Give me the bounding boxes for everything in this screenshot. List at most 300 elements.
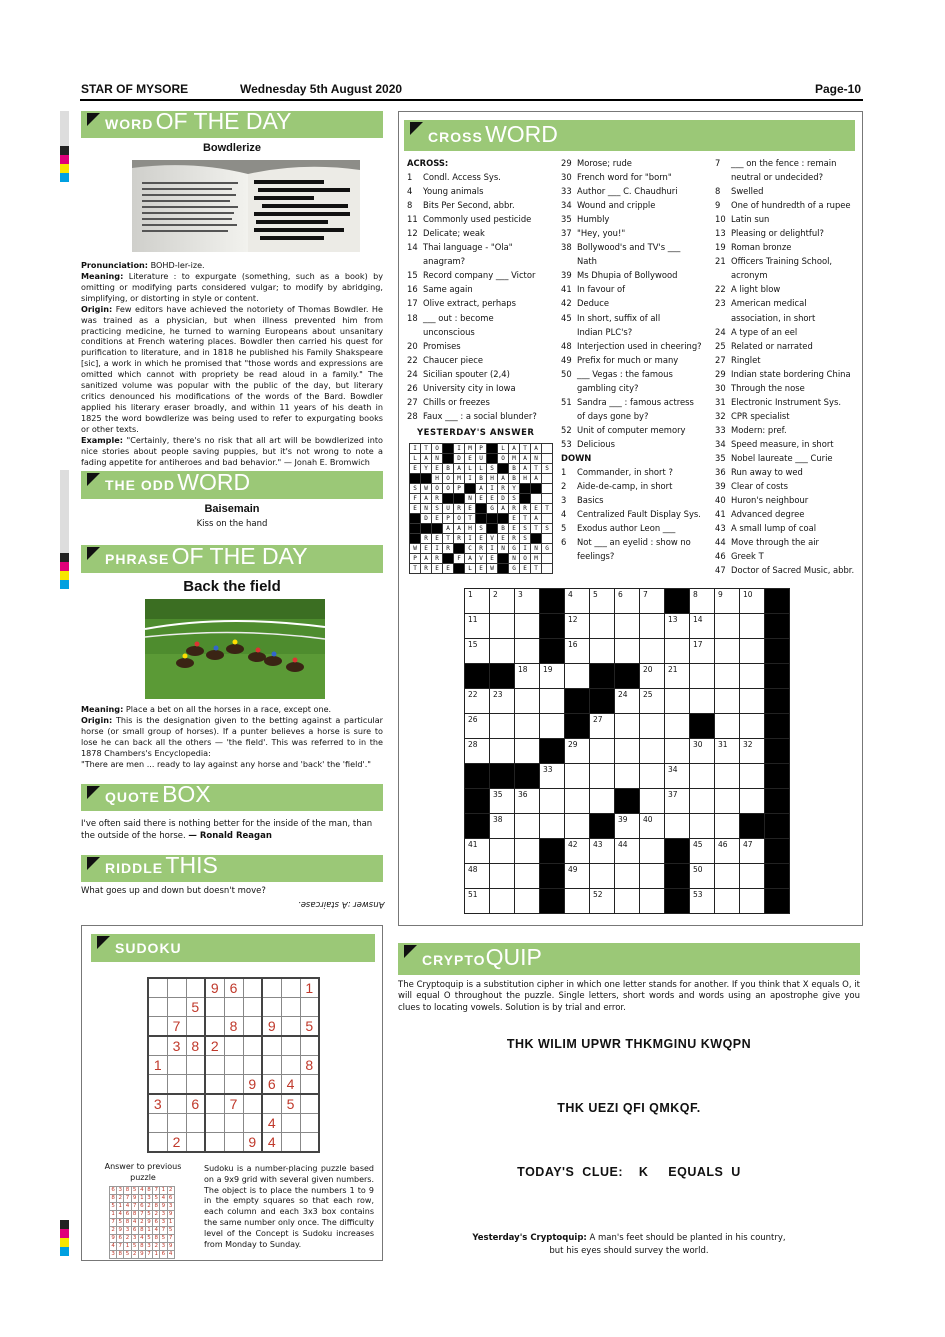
clue: Nath bbox=[577, 256, 597, 267]
answer-cell bbox=[465, 484, 476, 494]
clue: Indian PLC's? bbox=[577, 326, 633, 337]
clue: 32 CPR specialist bbox=[715, 410, 790, 421]
sudoku-cell[interactable]: 5 bbox=[186, 998, 205, 1017]
prev-sudoku-cell: 9 bbox=[147, 1219, 151, 1225]
crossword-cell[interactable] bbox=[490, 614, 515, 639]
crossword-cell[interactable]: 32 bbox=[740, 739, 765, 764]
clue: 35 Nobel laureate ___ Curie bbox=[715, 452, 833, 463]
crossword-cell[interactable]: 10 bbox=[740, 589, 765, 614]
crossword-cell[interactable] bbox=[540, 789, 565, 814]
crossword-cell[interactable] bbox=[490, 739, 515, 764]
answer-cell: A bbox=[520, 454, 531, 464]
crossword-cell[interactable]: 41 bbox=[465, 839, 490, 864]
crossword-cell[interactable]: 48 bbox=[465, 864, 490, 889]
quote-text: I've often said there is nothing better for the inside of the man, than the outside of the horse. — Ronald Reagan bbox=[81, 819, 373, 842]
black-cell bbox=[465, 789, 490, 814]
sudoku-cell[interactable] bbox=[148, 1036, 167, 1056]
sudoku-banner: SUDOKU bbox=[91, 934, 375, 962]
crossword-cell[interactable]: 13 bbox=[665, 614, 690, 639]
crossword-cell[interactable] bbox=[665, 689, 690, 714]
sudoku-cell[interactable] bbox=[300, 1036, 319, 1056]
answer-cell: R bbox=[432, 554, 443, 564]
odd-word: Baisemain bbox=[204, 503, 260, 515]
crossword-cell[interactable] bbox=[590, 639, 615, 664]
crossword-cell[interactable] bbox=[615, 714, 640, 739]
crossword-cell[interactable]: 4 bbox=[565, 589, 590, 614]
clue: 18 ___ out : become bbox=[407, 312, 494, 323]
crossword-cell[interactable] bbox=[615, 889, 640, 914]
clue: 10 Latin sun bbox=[715, 214, 770, 225]
sudoku-cell[interactable]: 7 bbox=[224, 1094, 243, 1114]
crossword-cell[interactable]: 34 bbox=[665, 764, 690, 789]
sudoku-cell[interactable] bbox=[300, 1075, 319, 1095]
sudoku-cell[interactable] bbox=[205, 1056, 224, 1075]
answer-cell bbox=[531, 494, 542, 504]
crossword-cell[interactable]: 23 bbox=[490, 689, 515, 714]
prev-sudoku-cell: 8 bbox=[132, 1211, 137, 1217]
crossword-cell[interactable] bbox=[740, 764, 765, 789]
crossword-cell[interactable] bbox=[690, 764, 715, 789]
answer-cell bbox=[410, 514, 421, 524]
answer-cell: E bbox=[410, 504, 421, 514]
sudoku-cell[interactable] bbox=[300, 998, 319, 1017]
crossword-cell[interactable]: 21 bbox=[665, 664, 690, 689]
prev-sudoku-cell: 5 bbox=[118, 1219, 123, 1225]
sudoku-cell[interactable] bbox=[300, 1094, 319, 1114]
sudoku-cell[interactable] bbox=[148, 978, 167, 998]
sudoku-cell[interactable]: 4 bbox=[262, 1114, 281, 1133]
crossword-cell[interactable] bbox=[740, 614, 765, 639]
crossword-cell[interactable] bbox=[640, 739, 665, 764]
answer-cell: F bbox=[454, 554, 465, 564]
sudoku-cell[interactable]: 4 bbox=[262, 1133, 281, 1153]
sudoku-cell[interactable] bbox=[167, 1094, 186, 1114]
sudoku-cell[interactable] bbox=[205, 1094, 224, 1114]
sudoku-prev-answer bbox=[109, 1186, 175, 1259]
answer-cell bbox=[487, 454, 498, 464]
crossword-cell[interactable] bbox=[665, 814, 690, 839]
answer-cell: R bbox=[432, 494, 443, 504]
crossword-cell[interactable]: 35 bbox=[490, 789, 515, 814]
answer-cell: I bbox=[465, 534, 476, 544]
sudoku-cell[interactable] bbox=[186, 1133, 205, 1153]
crossword-cell[interactable]: 28 bbox=[465, 739, 490, 764]
sudoku-cell[interactable] bbox=[243, 1036, 262, 1056]
clue: 24 A type of an eel bbox=[715, 326, 798, 337]
sudoku-cell[interactable] bbox=[186, 1056, 205, 1075]
reg-mark bbox=[60, 173, 69, 182]
crossword-cell[interactable]: 22 bbox=[465, 689, 490, 714]
crossword-cell[interactable]: 8 bbox=[690, 589, 715, 614]
crossword-cell[interactable] bbox=[540, 714, 565, 739]
crossword-cell[interactable] bbox=[515, 864, 540, 889]
crossword-cell[interactable] bbox=[715, 689, 740, 714]
crossword-cell[interactable]: 11 bbox=[465, 614, 490, 639]
crossword-grid[interactable] bbox=[464, 588, 790, 914]
sudoku-cell[interactable] bbox=[281, 1036, 300, 1056]
sudoku-cell[interactable] bbox=[300, 1114, 319, 1133]
crossword-cell[interactable] bbox=[715, 714, 740, 739]
crossword-cell[interactable]: 20 bbox=[640, 664, 665, 689]
answer-cell: R bbox=[509, 534, 520, 544]
crossword-cell[interactable]: 39 bbox=[615, 814, 640, 839]
crossword-cell[interactable]: 15 bbox=[465, 639, 490, 664]
sudoku-cell[interactable]: 6 bbox=[262, 1075, 281, 1095]
sudoku-cell[interactable]: 9 bbox=[243, 1133, 262, 1153]
sudoku-cell[interactable]: 2 bbox=[167, 1133, 186, 1153]
prev-sudoku-cell: 2 bbox=[154, 1211, 158, 1217]
crossword-cell[interactable]: 18 bbox=[515, 664, 540, 689]
crossword-cell[interactable] bbox=[665, 639, 690, 664]
black-cell bbox=[540, 639, 565, 664]
crossword-cell[interactable]: 30 bbox=[690, 739, 715, 764]
crossword-cell[interactable] bbox=[615, 614, 640, 639]
sudoku-cell[interactable]: 1 bbox=[148, 1056, 167, 1075]
crossword-cell[interactable] bbox=[515, 839, 540, 864]
prev-sudoku-cell: 8 bbox=[154, 1235, 158, 1241]
sudoku-cell[interactable] bbox=[167, 1056, 186, 1075]
crossword-cell[interactable] bbox=[690, 689, 715, 714]
crossword-cell[interactable] bbox=[715, 614, 740, 639]
sudoku-cell[interactable]: 3 bbox=[148, 1094, 167, 1114]
crossword-cell[interactable]: 19 bbox=[540, 664, 565, 689]
sudoku-cell[interactable] bbox=[262, 1036, 281, 1056]
clue: 6 Not ___ an eyelid : show no bbox=[561, 537, 691, 548]
crossword-cell[interactable]: 3 bbox=[515, 589, 540, 614]
crossword-cell[interactable] bbox=[590, 864, 615, 889]
black-cell bbox=[465, 764, 490, 789]
sudoku-cell[interactable] bbox=[148, 1133, 167, 1153]
sudoku-cell[interactable]: 9 bbox=[262, 1017, 281, 1037]
crossword-cell[interactable] bbox=[640, 764, 665, 789]
crossword-cell[interactable]: 44 bbox=[615, 839, 640, 864]
crossword-cell[interactable] bbox=[490, 864, 515, 889]
sudoku-cell[interactable]: 9 bbox=[243, 1075, 262, 1095]
crossword-cell[interactable] bbox=[615, 739, 640, 764]
prev-sudoku-cell: 8 bbox=[125, 1187, 130, 1193]
sudoku-cell[interactable]: 8 bbox=[186, 1036, 205, 1056]
clue: 1 Condl. Access Sys. bbox=[407, 172, 501, 183]
sudoku-cell[interactable]: 4 bbox=[281, 1075, 300, 1095]
clue: 33 Modern: pref. bbox=[715, 424, 787, 435]
sudoku-cell[interactable] bbox=[243, 998, 262, 1017]
sudoku-cell[interactable] bbox=[262, 998, 281, 1017]
sudoku-cell[interactable]: 3 bbox=[167, 1036, 186, 1056]
crossword-cell[interactable]: 26 bbox=[465, 714, 490, 739]
crossword-cell[interactable]: 17 bbox=[690, 639, 715, 664]
answer-cell bbox=[531, 534, 542, 544]
clue: 17 Olive extract, perhaps bbox=[407, 298, 516, 309]
crossword-cell[interactable] bbox=[640, 614, 665, 639]
prev-sudoku-cell: 8 bbox=[118, 1251, 123, 1257]
crossword-cell[interactable]: 51 bbox=[465, 889, 490, 914]
crossword-cell[interactable] bbox=[740, 689, 765, 714]
answer-cell: M bbox=[454, 474, 465, 484]
prev-sudoku-cell: 2 bbox=[147, 1203, 151, 1209]
crossword-cell[interactable]: 16 bbox=[565, 639, 590, 664]
crossword-cell[interactable]: 47 bbox=[740, 839, 765, 864]
crossword-cell[interactable] bbox=[565, 889, 590, 914]
crossword-cell[interactable] bbox=[515, 639, 540, 664]
sudoku-cell[interactable] bbox=[148, 998, 167, 1017]
clue: 36 Run away to wed bbox=[715, 467, 803, 478]
crossword-cell[interactable] bbox=[640, 889, 665, 914]
crossword-cell[interactable] bbox=[715, 664, 740, 689]
sudoku-cell[interactable] bbox=[205, 1133, 224, 1153]
sudoku-cell[interactable] bbox=[243, 1017, 262, 1037]
sudoku-cell[interactable] bbox=[148, 1075, 167, 1095]
sudoku-cell[interactable]: 9 bbox=[205, 978, 224, 998]
crossword-cell[interactable] bbox=[515, 689, 540, 714]
answer-cell: G bbox=[487, 504, 498, 514]
crossword-cell[interactable]: 7 bbox=[640, 589, 665, 614]
crossword-cell[interactable]: 25 bbox=[640, 689, 665, 714]
sudoku-cell[interactable]: 5 bbox=[281, 1094, 300, 1114]
sudoku-cell[interactable]: 1 bbox=[300, 978, 319, 998]
prev-sudoku-cell: 5 bbox=[147, 1211, 151, 1217]
crossword-cell[interactable]: 43 bbox=[590, 839, 615, 864]
answer-cell bbox=[421, 524, 432, 534]
crossword-cell[interactable] bbox=[690, 789, 715, 814]
sudoku-cell[interactable] bbox=[167, 1114, 186, 1133]
crossword-cell[interactable] bbox=[640, 714, 665, 739]
sudoku-cell[interactable]: 8 bbox=[224, 1017, 243, 1037]
crossword-cell[interactable] bbox=[640, 639, 665, 664]
sudoku-cell[interactable] bbox=[281, 1056, 300, 1075]
answer-cell: A bbox=[498, 474, 509, 484]
crossword-cell[interactable] bbox=[715, 639, 740, 664]
crossword-cell[interactable] bbox=[740, 864, 765, 889]
answer-cell bbox=[487, 514, 498, 524]
sudoku-cell[interactable] bbox=[205, 1017, 224, 1037]
sudoku-cell[interactable] bbox=[243, 1094, 262, 1114]
crossword-cell[interactable] bbox=[715, 889, 740, 914]
crossword-cell[interactable] bbox=[590, 614, 615, 639]
crossword-cell[interactable]: 49 bbox=[565, 864, 590, 889]
crossword-cell[interactable] bbox=[565, 664, 590, 689]
answer-cell: R bbox=[454, 504, 465, 514]
black-cell bbox=[765, 839, 790, 864]
sudoku-cell[interactable] bbox=[262, 978, 281, 998]
sudoku-cell[interactable] bbox=[243, 1114, 262, 1133]
answer-cell bbox=[498, 514, 509, 524]
crossword-cell[interactable]: 37 bbox=[665, 789, 690, 814]
crossword-cell[interactable] bbox=[515, 739, 540, 764]
sudoku-cell[interactable] bbox=[262, 1056, 281, 1075]
crossword-cell[interactable]: 9 bbox=[715, 589, 740, 614]
crossword-cell[interactable] bbox=[540, 689, 565, 714]
answer-cell bbox=[531, 484, 542, 494]
crossword-cell[interactable]: 36 bbox=[515, 789, 540, 814]
sudoku-cell[interactable] bbox=[281, 1017, 300, 1037]
cryptoquip-line-1: THK WILIM UPWR THKMGINU KWQPN bbox=[506, 1037, 752, 1051]
crossword-cell[interactable] bbox=[665, 739, 690, 764]
crossword-cell[interactable] bbox=[740, 889, 765, 914]
crossword-cell[interactable] bbox=[615, 639, 640, 664]
crossword-cell[interactable] bbox=[515, 614, 540, 639]
prev-sudoku-cell: 9 bbox=[168, 1211, 173, 1217]
crossword-cell[interactable]: 29 bbox=[565, 739, 590, 764]
crossword-cell[interactable]: 14 bbox=[690, 614, 715, 639]
sudoku-cell[interactable] bbox=[167, 1075, 186, 1095]
crossword-cell[interactable]: 27 bbox=[590, 714, 615, 739]
sudoku-cell[interactable]: 6 bbox=[224, 978, 243, 998]
crossword-cell[interactable]: 31 bbox=[715, 739, 740, 764]
answer-cell: N bbox=[531, 454, 542, 464]
prev-sudoku-cell: 9 bbox=[111, 1235, 115, 1241]
black-cell bbox=[765, 689, 790, 714]
sudoku-cell[interactable] bbox=[224, 998, 243, 1017]
sudoku-cell[interactable] bbox=[224, 1133, 243, 1153]
clue: 27 Ringlet bbox=[715, 354, 761, 365]
crossword-cell[interactable] bbox=[615, 764, 640, 789]
clue: 50 ___ Vegas : the famous bbox=[561, 368, 673, 379]
crossword-cell[interactable]: 50 bbox=[690, 864, 715, 889]
sudoku-cell[interactable] bbox=[262, 1094, 281, 1114]
crossword-cell[interactable] bbox=[640, 839, 665, 864]
crossword-cell[interactable] bbox=[565, 764, 590, 789]
sudoku-cell[interactable] bbox=[186, 978, 205, 998]
answer-cell bbox=[487, 444, 498, 454]
answer-cell: N bbox=[421, 504, 432, 514]
black-cell bbox=[490, 664, 515, 689]
crossword-cell[interactable] bbox=[715, 864, 740, 889]
crossword-cell[interactable] bbox=[740, 789, 765, 814]
crossword-cell[interactable] bbox=[715, 764, 740, 789]
crossword-cell[interactable] bbox=[490, 889, 515, 914]
crossword-cell[interactable]: 33 bbox=[540, 764, 565, 789]
sudoku-cell[interactable] bbox=[205, 1114, 224, 1133]
crossword-cell[interactable]: 53 bbox=[690, 889, 715, 914]
crossword-cell[interactable] bbox=[715, 814, 740, 839]
sudoku-cell[interactable] bbox=[148, 1017, 167, 1037]
crossword-cell[interactable] bbox=[490, 714, 515, 739]
crossword-cell[interactable]: 52 bbox=[590, 889, 615, 914]
crossword-cell[interactable] bbox=[490, 839, 515, 864]
clue: acronym bbox=[731, 270, 768, 281]
sudoku-cell[interactable]: 7 bbox=[167, 1017, 186, 1037]
crossword-cell[interactable]: 40 bbox=[640, 814, 665, 839]
cryptoquip-banner: CRYPTOQUIP bbox=[398, 943, 860, 975]
sudoku-cell[interactable] bbox=[281, 998, 300, 1017]
crossword-cell[interactable] bbox=[640, 864, 665, 889]
answer-cell: M bbox=[465, 444, 476, 454]
answer-cell: O bbox=[443, 474, 454, 484]
crossword-cell[interactable] bbox=[590, 739, 615, 764]
crossword-cell[interactable] bbox=[640, 789, 665, 814]
sudoku-cell[interactable] bbox=[167, 998, 186, 1017]
crossword-cell[interactable] bbox=[740, 714, 765, 739]
crossword-cell[interactable] bbox=[515, 814, 540, 839]
prev-sudoku-cell: 6 bbox=[154, 1219, 158, 1225]
crossword-cell[interactable]: 2 bbox=[490, 589, 515, 614]
answer-cell: E bbox=[487, 494, 498, 504]
clue: 9 One of hundredth of a rupee bbox=[715, 200, 851, 211]
answer-cell: M bbox=[509, 454, 520, 464]
yesterday-answer-grid bbox=[409, 443, 553, 574]
sudoku-cell[interactable] bbox=[224, 1056, 243, 1075]
answer-cell bbox=[542, 514, 553, 524]
answer-cell: L bbox=[476, 464, 487, 474]
sudoku-cell[interactable] bbox=[224, 1114, 243, 1133]
answer-cell: O bbox=[443, 484, 454, 494]
crossword-cell[interactable] bbox=[515, 889, 540, 914]
sudoku-cell[interactable] bbox=[186, 1017, 205, 1037]
sudoku-cell[interactable] bbox=[281, 978, 300, 998]
crossword-cell[interactable]: 5 bbox=[590, 589, 615, 614]
sudoku-cell[interactable] bbox=[205, 1075, 224, 1095]
sudoku-description: Sudoku is a number-placing puzzle based on a 9x9 grid with several given numbers. The object is to place the numbers 1 to 9 in the empty squares so that each row, each column and each 3x3 box contains the same number only once. The difficulty level of the Concept is Sudoku increases from Monday to Sunday. bbox=[204, 1164, 374, 1249]
prev-sudoku-cell: 3 bbox=[118, 1187, 123, 1193]
black-cell bbox=[540, 864, 565, 889]
odd-word-banner: THE ODD WORD bbox=[81, 471, 383, 499]
sudoku-cell[interactable]: 5 bbox=[300, 1017, 319, 1037]
crossword-cell[interactable]: 1 bbox=[465, 589, 490, 614]
sudoku-cell[interactable] bbox=[224, 1075, 243, 1095]
crossword-cell[interactable] bbox=[615, 864, 640, 889]
crossword-cell[interactable] bbox=[715, 789, 740, 814]
sudoku-cell[interactable]: 8 bbox=[300, 1056, 319, 1075]
sudoku-cell[interactable] bbox=[281, 1133, 300, 1153]
clue: 53 Delicious bbox=[561, 438, 615, 449]
crossword-cell[interactable] bbox=[540, 814, 565, 839]
crossword-cell[interactable]: 24 bbox=[615, 689, 640, 714]
crossword-cell[interactable] bbox=[565, 814, 590, 839]
sudoku-cell[interactable]: 6 bbox=[186, 1094, 205, 1114]
answer-cell: E bbox=[509, 514, 520, 524]
crossword-cell[interactable] bbox=[515, 714, 540, 739]
crossword-cell[interactable]: 6 bbox=[615, 589, 640, 614]
crossword-cell[interactable] bbox=[565, 789, 590, 814]
prev-sudoku-cell: 3 bbox=[125, 1227, 130, 1233]
sudoku-cell[interactable] bbox=[224, 1036, 243, 1056]
crossword-cell[interactable] bbox=[665, 714, 690, 739]
sudoku-cell[interactable] bbox=[167, 978, 186, 998]
clue: 28 Faux ___ : a social blunder? bbox=[407, 410, 537, 421]
sudoku-cell[interactable] bbox=[186, 1075, 205, 1095]
sudoku-cell[interactable] bbox=[205, 998, 224, 1017]
crossword-cell[interactable] bbox=[490, 639, 515, 664]
crossword-cell[interactable]: 42 bbox=[565, 839, 590, 864]
yesterday-label: YESTERDAY'S ANSWER bbox=[417, 428, 535, 438]
sudoku-cell[interactable] bbox=[243, 1056, 262, 1075]
sudoku-cell[interactable]: 2 bbox=[205, 1036, 224, 1056]
crossword-cell[interactable] bbox=[740, 639, 765, 664]
crossword-cell[interactable]: 12 bbox=[565, 614, 590, 639]
crossword-cell[interactable]: 46 bbox=[715, 839, 740, 864]
sudoku-cell[interactable] bbox=[186, 1114, 205, 1133]
sudoku-cell[interactable] bbox=[281, 1114, 300, 1133]
clue: 15 Record company ___ Victor bbox=[407, 270, 536, 281]
prev-sudoku-cell: 2 bbox=[111, 1227, 115, 1233]
sudoku-cell[interactable] bbox=[148, 1114, 167, 1133]
crossword-cell[interactable] bbox=[590, 764, 615, 789]
crossword-cell[interactable] bbox=[590, 789, 615, 814]
answer-cell: D bbox=[498, 494, 509, 504]
answer-cell: B bbox=[476, 474, 487, 484]
sudoku-cell[interactable] bbox=[300, 1133, 319, 1153]
crossword-cell[interactable]: 38 bbox=[490, 814, 515, 839]
crossword-cell[interactable] bbox=[690, 664, 715, 689]
crossword-cell[interactable]: 45 bbox=[690, 839, 715, 864]
answer-cell: B bbox=[509, 464, 520, 474]
crossword-cell[interactable] bbox=[690, 814, 715, 839]
black-cell bbox=[665, 889, 690, 914]
black-cell bbox=[765, 614, 790, 639]
answer-cell: D bbox=[421, 514, 432, 524]
sudoku-cell[interactable] bbox=[243, 978, 262, 998]
crossword-cell[interactable] bbox=[740, 664, 765, 689]
